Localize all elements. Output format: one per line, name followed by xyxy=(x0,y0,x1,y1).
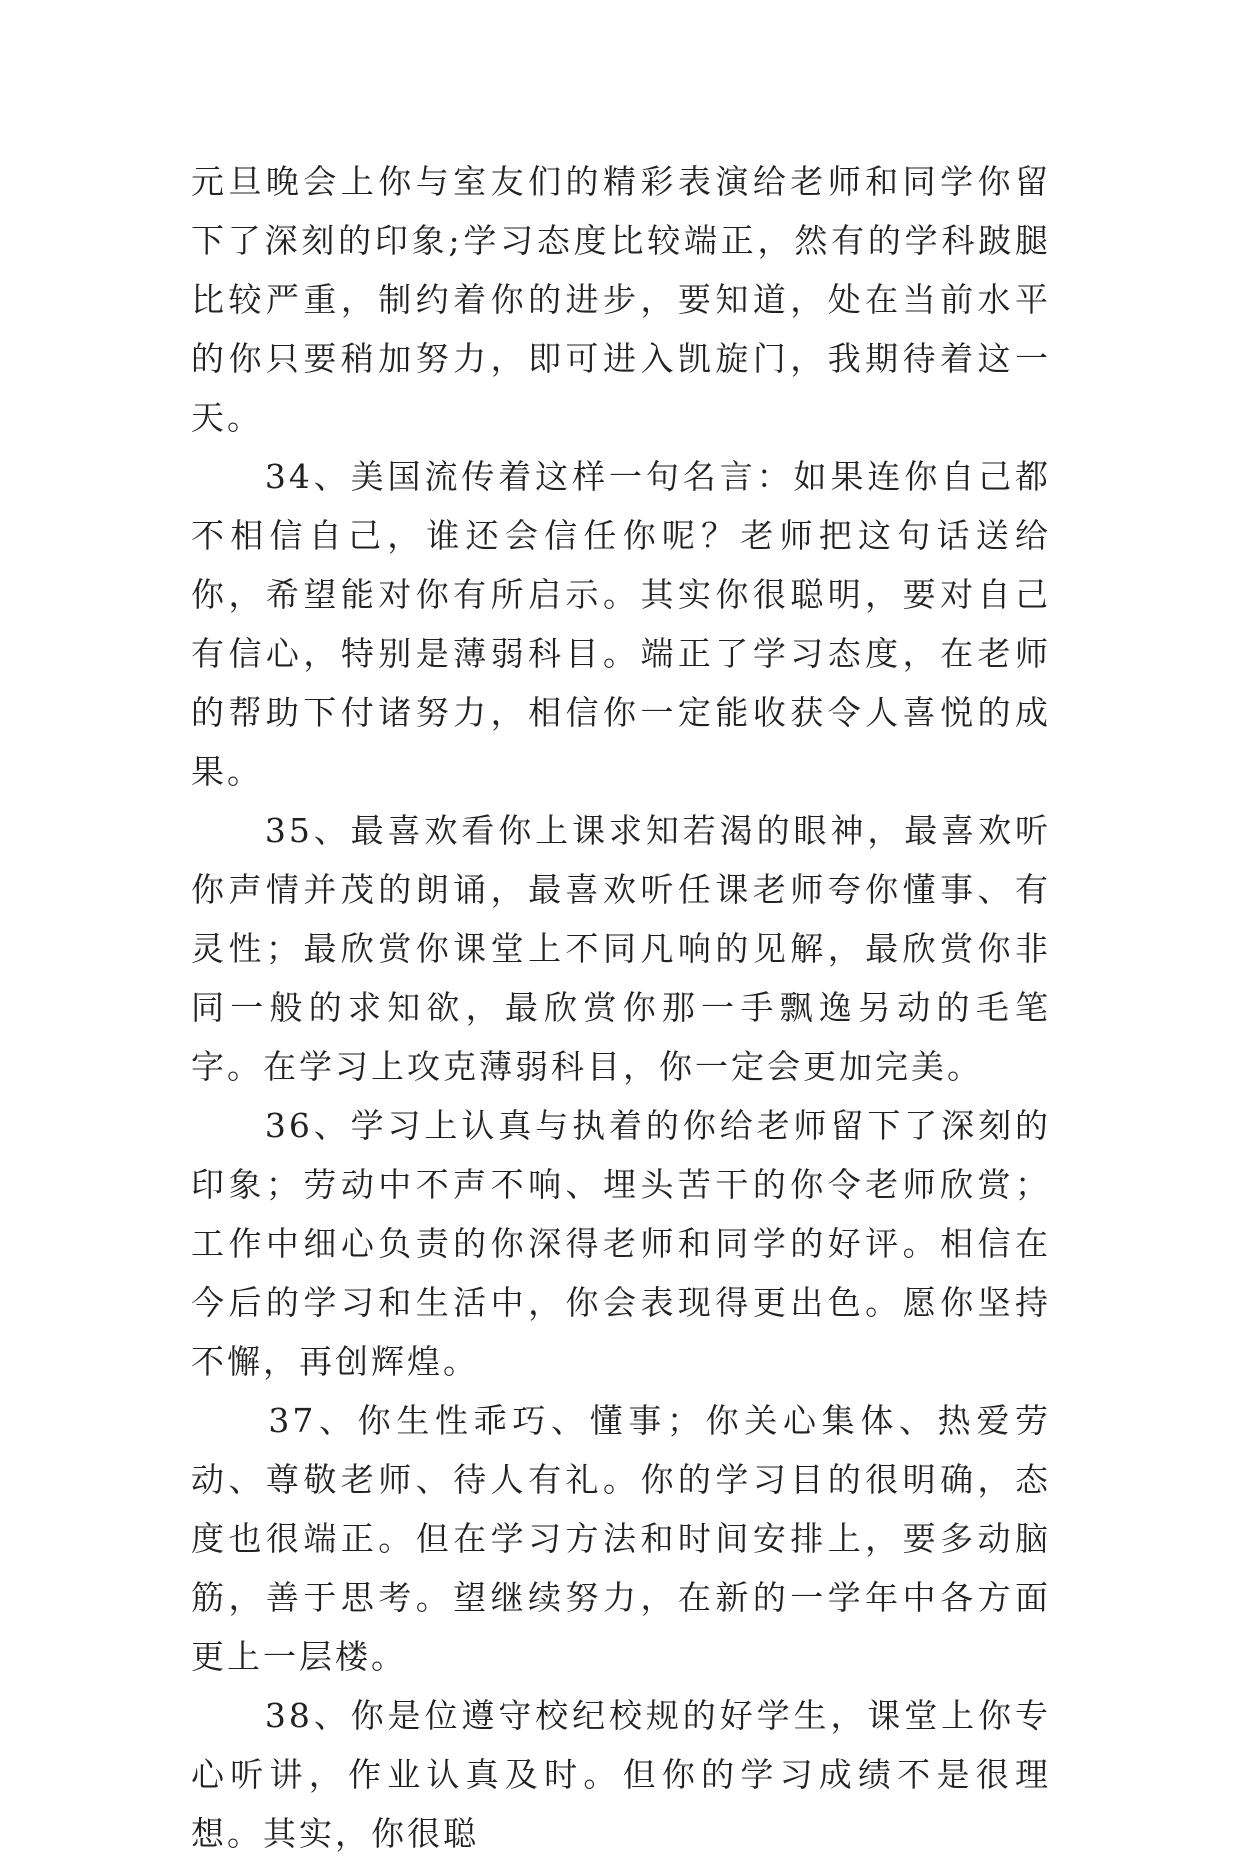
paragraph-35: 35、最喜欢看你上课求知若渴的眼神，最喜欢听你声情并茂的朗诵，最喜欢听任课老师夸你懂事、有灵性；最欣赏你课堂上不同凡响的见解，最欣赏你非同一般的求知欲，最欣赏你那一手飘逸另动的毛笔字。在学习上攻克薄弱科目，你一定会更加完美。 xyxy=(191,811,1051,1086)
paragraph-38: 38、你是位遵守校纪校规的好学生，课堂上你专心听讲，作业认真及时。但你的学习成绩不是很理想。其实，你很聪 xyxy=(191,1696,1051,1853)
document-body xyxy=(191,152,1051,1863)
paragraph-36: 36、学习上认真与执着的你给老师留下了深刻的印象；劳动中不声不响、埋头苦干的你令老师欣赏；工作中细心负责的你深得老师和同学的好评。相信在今后的学习和生活中，你会表现得更出色。愿你坚持不懈，再创辉煌。 xyxy=(191,1106,1051,1381)
paragraph-37: 37、你生性乖巧、懂事；你关心集体、热爱劳动、尊敬老师、待人有礼。你的学习目的很明确，态度也很端正。但在学习方法和时间安排上，要多动脑筋，善于思考。望继续努力，在新的一学年中各方面更上一层楼。 xyxy=(191,1401,1051,1676)
paragraph-34: 34、美国流传着这样一句名言：如果连你自己都不相信自己，谁还会信任你呢？老师把这句话送给你，希望能对你有所启示。其实你很聪明，要对自己有信心，特别是薄弱科目。端正了学习态度，在老师的帮助下付诸努力，相信你一定能收获令人喜悦的成果。 xyxy=(191,457,1051,791)
paragraph-33-continued: 元旦晚会上你与室友们的精彩表演给老师和同学你留下了深刻的印象;学习态度比较端正，然有的学科跛腿比较严重，制约着你的进步，要知道，处在当前水平的你只要稍加努力，即可进入凯旋门，我期待着这一天。 xyxy=(191,162,1051,437)
